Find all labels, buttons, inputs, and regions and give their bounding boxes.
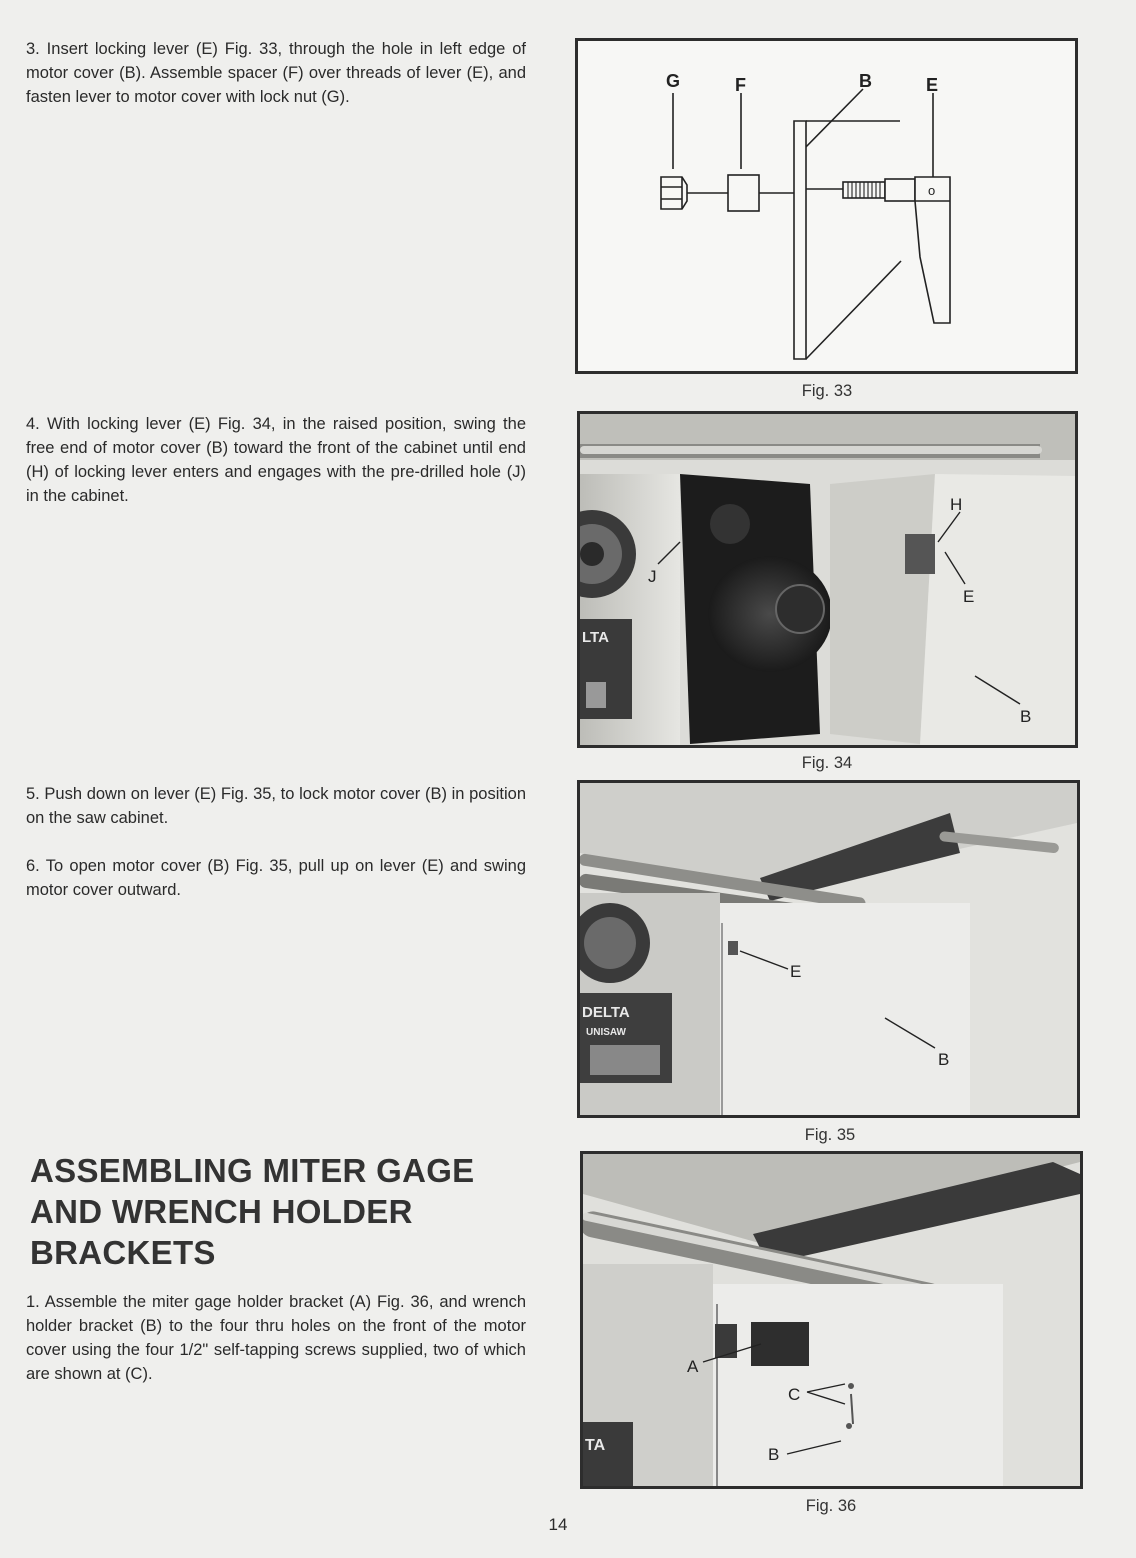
label-g: G: [666, 71, 681, 91]
label-e: E: [926, 75, 939, 95]
figure-34-photo: [577, 411, 1078, 748]
figure-34-caption: Fig. 34: [801, 754, 853, 772]
label-e: E: [963, 587, 975, 606]
section-step-1-text: 1. Assemble the miter gage holder bracket (A) Fig. 36, and wrench holder bracket (B) to the four thru holes on the front of the motor cover using the four 1/2" self-tapping screws supplied, two of which are shown at (C).: [26, 1293, 526, 1383]
badge-text: TA: [585, 1437, 606, 1454]
label-j: J: [648, 567, 657, 586]
step-4-text: 4. With locking lever (E) Fig. 34, in the raised position, swing the free end of motor cover (B) toward the front of the cabinet until end (H) of locking lever enters and engages with the pre-drilled hole (J) in the cabinet.: [26, 415, 526, 505]
label-c: C: [788, 1385, 801, 1404]
badge-subtext: UNISAW: [586, 1027, 626, 1038]
label-b: B: [859, 71, 872, 91]
heading-line-2: AND WRENCH HOLDER: [30, 1193, 413, 1230]
heading-line-3: BRACKETS: [30, 1234, 216, 1271]
label-h: H: [950, 495, 963, 514]
step-3-text: 3. Insert locking lever (E) Fig. 33, through the hole in left edge of motor cover (B). Assemble spacer (F) over threads of lever (E), and fasten lever to motor cover with lock nut (G).: [26, 40, 526, 106]
figure-36-photo: [580, 1151, 1083, 1489]
step-5-text: 5. Push down on lever (E) Fig. 35, to lock motor cover (B) in position on the saw cabinet.: [26, 785, 526, 827]
label-e: E: [790, 962, 802, 981]
label-a: A: [687, 1357, 699, 1376]
label-b: B: [938, 1050, 950, 1069]
badge-text: DELTA: [582, 1004, 630, 1021]
figure-33-lever-diagram: [575, 38, 1078, 374]
label-f: F: [735, 75, 746, 95]
label-b: B: [1020, 707, 1032, 726]
figure-33-caption: Fig. 33: [801, 382, 853, 400]
page-number: 14: [548, 1515, 568, 1534]
figure-35-caption: Fig. 35: [804, 1126, 856, 1144]
label-b: B: [768, 1445, 780, 1464]
badge-text: LTA: [582, 629, 609, 646]
step-6-text: 6. To open motor cover (B) Fig. 35, pull up on lever (E) and swing motor cover outward.: [26, 857, 526, 899]
figure-36-caption: Fig. 36: [805, 1497, 857, 1515]
lever-hole-mark: o: [928, 183, 936, 198]
heading-line-1: ASSEMBLING MITER GAGE: [30, 1152, 475, 1189]
section-heading: [30, 1150, 530, 1273]
figure-35-photo: [577, 780, 1080, 1118]
